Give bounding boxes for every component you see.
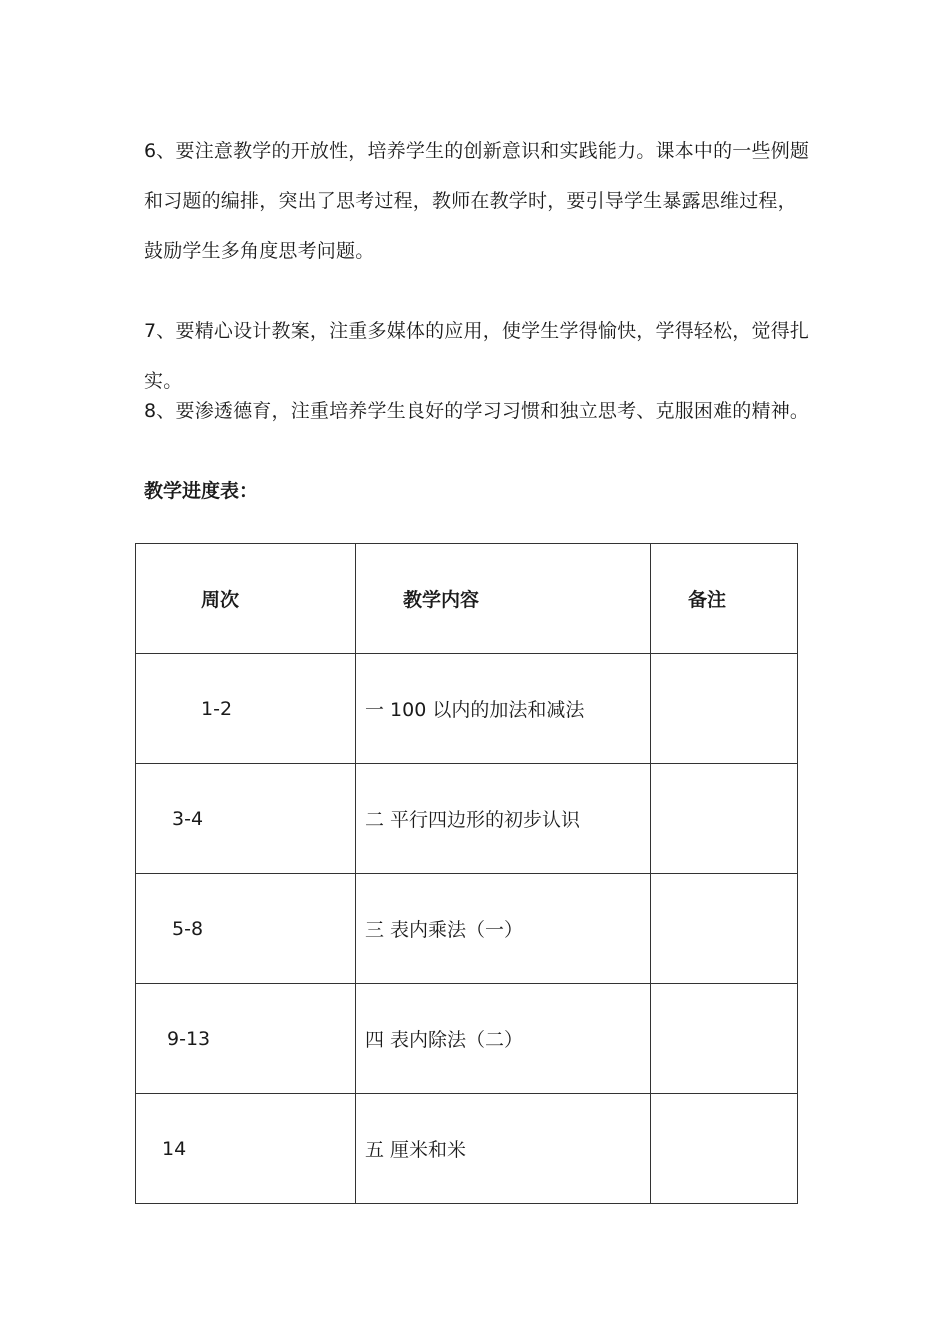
week-cell	[136, 984, 356, 1094]
week-value: 5-8	[172, 917, 204, 940]
content-value: 一 100 以内的加法和减法	[365, 699, 585, 721]
header-content-cell	[356, 544, 651, 654]
content-cell	[356, 874, 651, 984]
paragraph-8: 8、要渗透德育，注重培养学生良好的学习习惯和独立思考、克服困难的精神。	[144, 400, 810, 422]
header-note: 备注	[688, 589, 727, 611]
header-note-cell	[651, 544, 798, 654]
content-value: 二 平行四边形的初步认识	[365, 809, 581, 831]
header-week: 周次	[201, 589, 240, 611]
week-cell	[136, 1094, 356, 1204]
week-value: 14	[162, 1137, 187, 1160]
paragraph-7: 7、要精心设计教案，注重多媒体的应用，使学生学得愉快，学得轻松，觉得扎实。	[144, 320, 810, 392]
note-cell	[651, 764, 798, 874]
paragraph-6: 6、要注意教学的开放性，培养学生的创新意识和实践能力。课本中的一些例题和习题的编排，突出了思考过程，教师在教学时，要引导学生暴露思维过程，鼓励学生多角度思考问题。	[144, 140, 810, 262]
table-header-row	[136, 544, 798, 654]
content-value: 五 厘米和米	[365, 1139, 467, 1161]
content-value: 四 表内除法（二）	[365, 1029, 524, 1051]
content-cell	[356, 984, 651, 1094]
content-value: 三 表内乘法（一）	[365, 919, 524, 941]
week-cell	[136, 654, 356, 764]
note-cell	[651, 874, 798, 984]
note-cell	[651, 654, 798, 764]
schedule-table	[135, 543, 798, 1204]
week-cell	[136, 874, 356, 984]
table-row	[136, 1094, 798, 1204]
table-row	[136, 874, 798, 984]
week-value: 1-2	[201, 697, 233, 720]
schedule-heading: 教学进度表：	[144, 480, 259, 502]
week-value: 3-4	[172, 807, 204, 830]
content-cell	[356, 654, 651, 764]
note-cell	[651, 984, 798, 1094]
content-cell	[356, 1094, 651, 1204]
content-cell	[356, 764, 651, 874]
note-cell	[651, 1094, 798, 1204]
table-row	[136, 984, 798, 1094]
header-content: 教学内容	[403, 589, 480, 611]
table-row	[136, 764, 798, 874]
table-row	[136, 654, 798, 764]
week-value: 9-13	[167, 1027, 211, 1050]
week-cell	[136, 764, 356, 874]
header-week-cell	[136, 544, 356, 654]
